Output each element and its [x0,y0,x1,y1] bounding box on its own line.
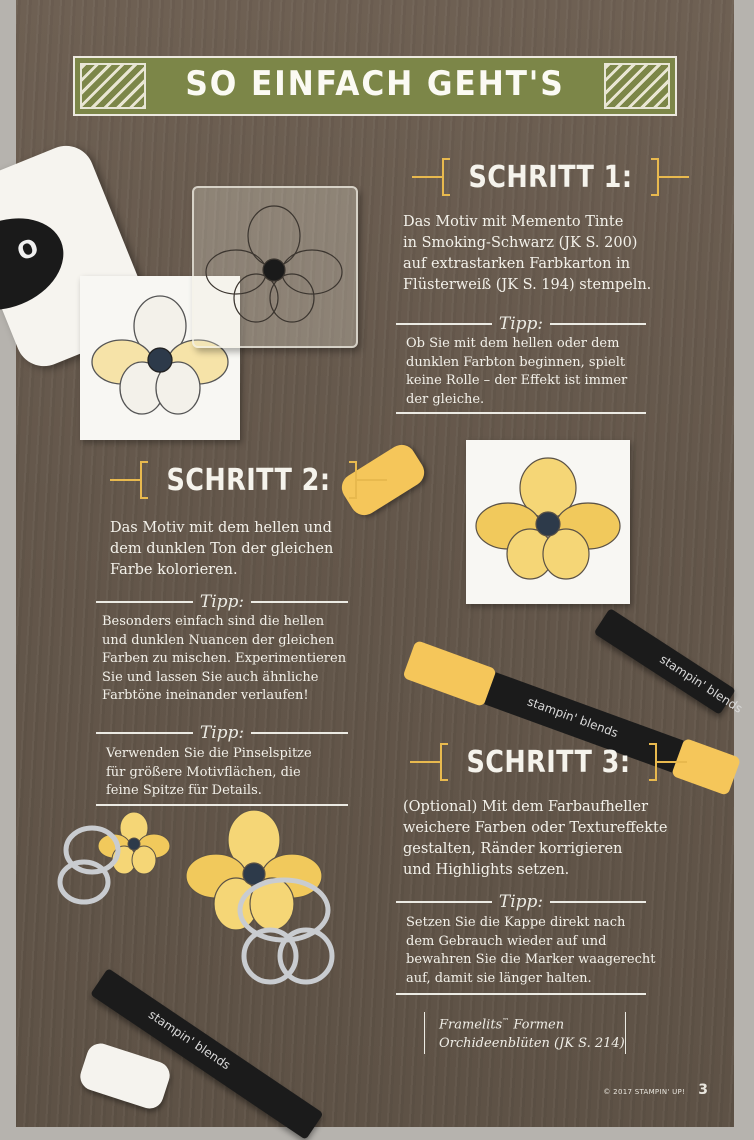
step-1-tip-rule [396,412,646,414]
step-3-line-1: (Optional) Mit dem Farbaufheller [403,799,649,815]
page-number: 3 [698,1082,708,1098]
step-1-line-2: in Smoking-Schwarz (JK S. 200) [403,235,638,251]
step-3-heading [410,740,687,784]
step-3-title: SCHRITT 3: [466,744,631,780]
step-2-tip-2-line-2: für größere Motivflächen, die [106,764,301,780]
step-3-text [403,797,667,881]
step-3-tip-line-4: auf, damit sie länger halten. [406,970,592,986]
framelits-line-2: Orchideenblüten (JK S. 214) [439,1036,625,1052]
page-footer [603,1079,708,1098]
step-2-tip-1-text [102,613,346,706]
step-1-tip-line-2: dunklen Farbton beginnen, spielt [406,354,626,370]
framelits-name: Framelits [439,1017,503,1033]
step-1-tip-text [406,335,627,409]
step-2-tip-2-line-1: Verwenden Sie die Pinselspitze [106,746,312,761]
ink-pad-label [0,202,77,327]
step-1-line-3: auf extrastarken Farbkarton in [403,256,631,272]
step-2-line-2: dem dunklen Ton der gleichen [110,541,334,557]
step-2-tip-1-line-2: und dunklen Nuancen der gleichen [102,632,335,648]
step-1-line-4: Flüsterweiß (JK S. 194) stempeln. [403,277,652,293]
step-3-tip-line-3: bewahren Sie die Marker waagerecht [406,952,656,967]
orchid-stamp-icon [194,188,356,346]
step-2-tip-1-line-5: Farbtöne ineinander verlaufen! [102,688,309,703]
step-2-line-3: Farbe kolorieren. [110,562,238,578]
step-3-line-4: und Highlights setzen. [403,862,570,878]
step-2-title: SCHRITT 2: [166,462,331,498]
orchid-die-cuts [34,800,354,1000]
copyright-text: © 2017 STAMPIN' UP! [603,1088,686,1096]
framelits-tm: ™ [502,1017,510,1025]
step-3-line-3: gestalten, Ränder korrigieren [403,841,623,857]
step-2-tip-2-text [106,745,312,801]
step-3-tip-line-1: Setzen Sie die Kappe direkt nach [406,915,626,930]
step-1-title: SCHRITT 1: [468,159,633,195]
step-2-tip-1-line-3: Farben zu mischen. Experimentieren [102,651,347,666]
step-2-tip-rule [96,804,348,806]
marker-brand-label: stampin' blends [657,651,745,716]
step-2-text [110,518,333,581]
step-2-tip-1-label: Tipp: [199,592,245,612]
step-2-tip-1-line-4: Sie und lassen Sie auch ähnliche [102,669,319,685]
step-1-tip-line-4: der gleiche. [406,391,485,407]
step-2-tip-1-line-1: Besonders einfach sind die hellen [102,614,325,629]
marker-large-brand: stampin' blends [525,694,621,741]
step-3-line-2: weichere Farben oder Textureffekte [403,820,668,836]
marker-fine-brand: stampin' blends [145,1007,233,1073]
framelits-caption [424,1012,626,1054]
orchid-colored-icon [466,440,630,604]
step-1-tip-label: Tipp: [498,314,544,334]
step-1-tip-line-1: Ob Sie mit dem hellen oder dem [406,336,620,351]
framelits-line-1 [425,1012,625,1034]
step-3-tip-line-2: dem Gebrauch wieder auf und [406,933,607,949]
step-1-text [403,212,651,296]
step-2-tip-2-label: Tipp: [199,723,245,743]
colored-card [466,440,630,604]
step-2-heading [110,458,387,502]
ink-pad-brand: O [13,232,43,267]
step-2-tip-2-line-3: feine Spitze für Details. [106,783,262,798]
step-1-tip-header [396,316,646,332]
marker-large-cap [402,640,496,707]
step-3-tip-label: Tipp: [498,892,544,912]
marker-cap-white [77,1040,174,1112]
marker-brush [594,608,745,716]
step-1-tip-line-3: keine Rolle – der Effekt ist immer [406,373,628,388]
step-1-heading [412,155,689,199]
title-banner [73,56,677,116]
step-2-tip-1-header [96,594,348,610]
step-1-line-1: Das Motiv mit Memento Tinte [403,214,624,230]
step-2-line-1: Das Motiv mit dem hellen und [110,520,332,536]
clear-stamp-block [192,186,358,348]
page-title: SO EINFACH GEHT'S [185,64,565,104]
framelits-formen: Formen [509,1017,565,1033]
step-3-tip-header [396,894,646,910]
step-3-tip-rule [396,993,646,995]
step-3-tip-text [406,914,656,988]
step-2-tip-2-header [96,725,348,741]
page [13,0,745,1127]
